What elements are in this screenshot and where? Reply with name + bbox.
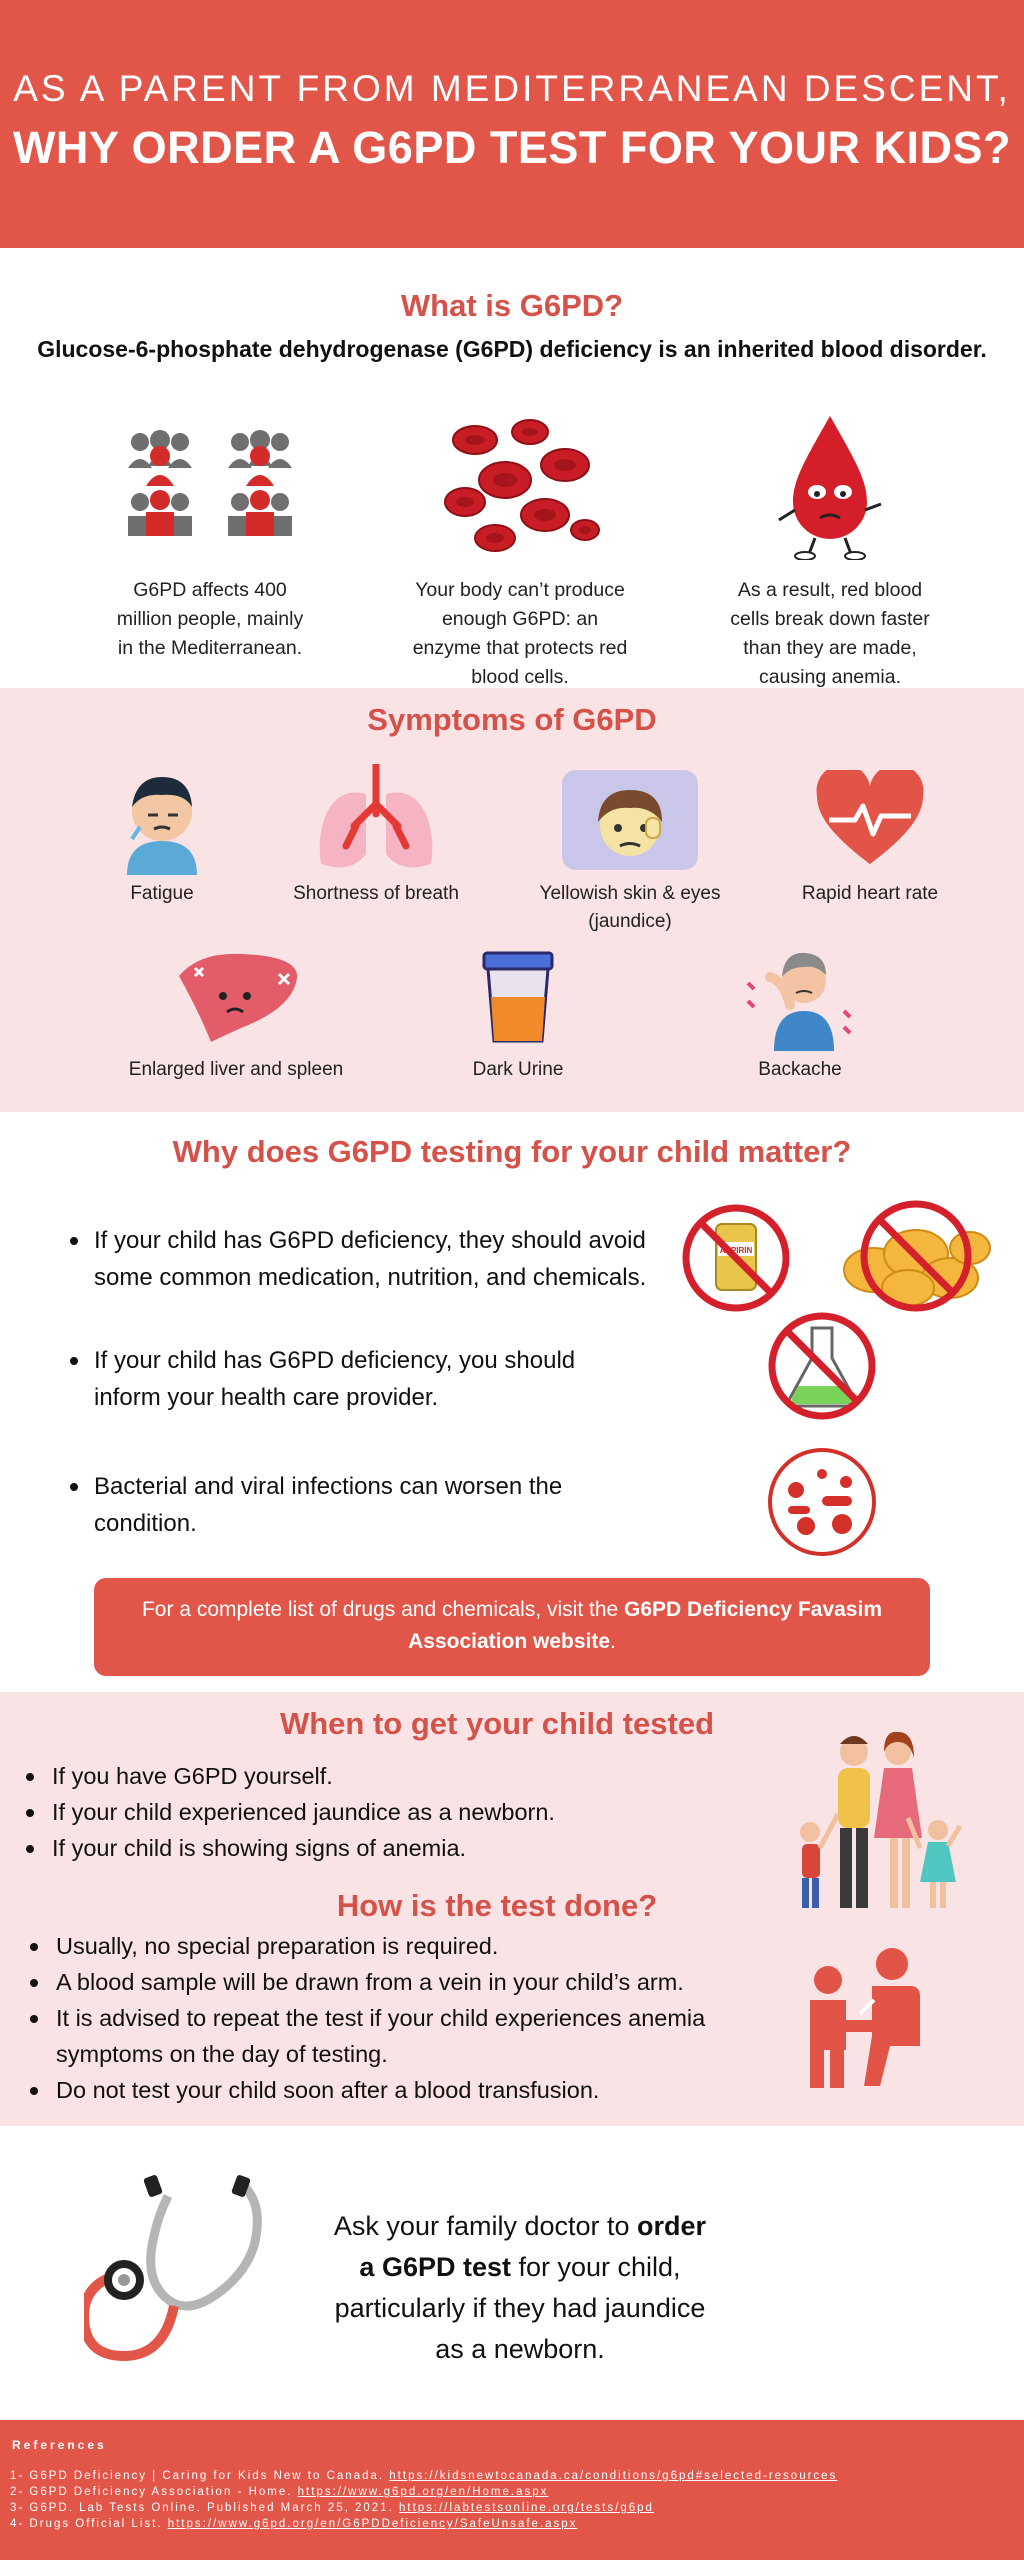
- when-how-section: [0, 1692, 1024, 2126]
- symptom-item: [52, 764, 272, 908]
- people-group-icon: [60, 404, 360, 566]
- list-item: If your child experienced jaundice as a newborn.: [14, 1794, 555, 1830]
- callout-text: For a complete list of drugs and chemicals, visit the: [141, 1598, 625, 1621]
- symptom-label: Yellowish skin & eyes (jaundice): [539, 883, 721, 932]
- no-aspirin-icon: [680, 1202, 792, 1319]
- reference-item: [10, 2484, 837, 2500]
- fact-card: [60, 404, 360, 663]
- symptoms-section: [0, 688, 1024, 1112]
- symptom-item: [126, 940, 346, 1084]
- stethoscope-icon: [84, 2166, 284, 2371]
- symptom-label: Dark Urine: [472, 1059, 564, 1080]
- list-item: If your child has G6PD deficiency, you should inform your health care provider.: [66, 1342, 626, 1416]
- list-item: If you have G6PD yourself.: [14, 1758, 555, 1794]
- reference-link[interactable]: https://kidsnewtocanada.ca/conditions/g6pd#selected-resources: [389, 2470, 838, 2482]
- reference-link[interactable]: https://labtestsonline.org/tests/g6pd: [398, 2502, 654, 2514]
- reference-text: 3- G6PD. Lab Tests Online. Published March 25, 2021.: [10, 2502, 399, 2514]
- list-item: Usually, no special preparation is required.: [18, 1928, 788, 1964]
- aspirin-label: ASPIRIN: [719, 1246, 753, 1255]
- symptom-item: [266, 764, 486, 908]
- ask-prefix: Ask your family doctor to: [333, 2211, 638, 2241]
- list-item: A blood sample will be drawn from a vein in your child’s arm.: [18, 1964, 788, 2000]
- no-fava-beans-icon: [834, 1198, 998, 1319]
- references-title: References: [12, 2438, 107, 2452]
- symptom-label: Backache: [758, 1059, 842, 1080]
- heartbeat-icon: [760, 764, 980, 876]
- symptom-item: [760, 764, 980, 908]
- favasim-association-link[interactable]: G6PD Deficiency Favasim Association website: [408, 1598, 882, 1653]
- reference-text: 2- G6PD Deficiency Association - Home.: [10, 2486, 298, 2498]
- yellow-eye-child-icon: [520, 764, 740, 876]
- symptom-label: Rapid heart rate: [801, 883, 939, 904]
- symptom-item: [408, 940, 628, 1084]
- why-bullet-list: [66, 1222, 656, 1542]
- list-item: It is advised to repeat the test if your child experiences anemia symptoms on the day of testing.: [18, 2000, 758, 2072]
- reference-link[interactable]: https://www.g6pd.org/en/Home.aspx: [297, 2486, 549, 2498]
- backache-person-icon: [690, 940, 910, 1052]
- references-section: [0, 2420, 1024, 2560]
- fact-card: [370, 404, 670, 692]
- urine-cup-icon: [408, 940, 628, 1052]
- reference-item: [10, 2500, 837, 2516]
- blood-draw-icon: [800, 1942, 930, 2093]
- page-title: WHY ORDER A G6PD TEST FOR YOUR KIDS?: [12, 122, 1012, 173]
- list-item: If your child is showing signs of anemia.: [14, 1830, 555, 1866]
- how-title: How is the test done?: [336, 1888, 658, 1923]
- symptom-item: [520, 764, 740, 936]
- symptom-label: Enlarged liver and spleen: [128, 1059, 344, 1080]
- callout-suffix: .: [610, 1630, 616, 1653]
- fact-text: Your body can’t produce enough G6PD: an enzyme that protects red blood cells.: [412, 579, 628, 688]
- header-banner: [0, 0, 1024, 248]
- fact-text: G6PD affects 400 million people, mainly in the Mediterranean.: [116, 579, 304, 659]
- what-is-lead: Glucose-6-phosphate dehydrogenase (G6PD) deficiency is an inherited blood disorder.: [37, 336, 987, 362]
- reference-item: [10, 2468, 837, 2484]
- what-is-title: What is G6PD?: [400, 288, 624, 323]
- reference-link[interactable]: https://www.g6pd.org/en/G6PDDeficiency/SafeUnsafe.aspx: [167, 2518, 578, 2530]
- reference-item: [10, 2516, 837, 2532]
- when-bullet-list: [14, 1758, 555, 1866]
- ask-doctor-section: [0, 2126, 1024, 2420]
- no-chemicals-icon: [766, 1310, 878, 1427]
- references-list: [10, 2468, 837, 2532]
- reference-text: 1- G6PD Deficiency | Caring for Kids New to Canada.: [10, 2470, 390, 2482]
- why-section: [0, 1112, 1024, 1692]
- ask-suffix: for your child, particularly if they had jaundice as a newborn.: [334, 2252, 706, 2364]
- symptom-label: Shortness of breath: [293, 883, 459, 904]
- liver-icon: [126, 940, 346, 1052]
- fact-card: [680, 404, 980, 692]
- list-item: Do not test your child soon after a blood transfusion.: [18, 2072, 788, 2108]
- list-item: Bacterial and viral infections can worsen the condition.: [66, 1468, 626, 1542]
- when-title: When to get your child tested: [279, 1706, 714, 1741]
- reference-text: 4- Drugs Official List.: [10, 2518, 168, 2530]
- ask-doctor-message: [330, 2206, 710, 2370]
- drug-list-callout: [94, 1578, 930, 1676]
- bacteria-virus-icon: [766, 1446, 878, 1563]
- tired-blood-drop-icon: [680, 404, 980, 566]
- ask-bold: order a G6PD test: [359, 2211, 707, 2282]
- what-is-section: [0, 248, 1024, 688]
- header-subtitle: AS A PARENT FROM MEDITERRANEAN DESCENT,: [13, 68, 1011, 109]
- why-title: Why does G6PD testing for your child matter?: [172, 1134, 852, 1169]
- list-item: If your child has G6PD deficiency, they should avoid some common medication, nutrition, and chemicals.: [66, 1222, 656, 1296]
- fatigued-person-icon: [52, 764, 272, 876]
- symptoms-title: Symptoms of G6PD: [367, 702, 657, 737]
- how-bullet-list: [18, 1928, 788, 2108]
- symptom-item: [690, 940, 910, 1084]
- fact-text: As a result, red blood cells break down faster than they are made, causing anemia.: [730, 579, 930, 688]
- symptom-label: Fatigue: [130, 883, 194, 904]
- lungs-icon: [266, 764, 486, 876]
- red-blood-cells-icon: [370, 404, 670, 566]
